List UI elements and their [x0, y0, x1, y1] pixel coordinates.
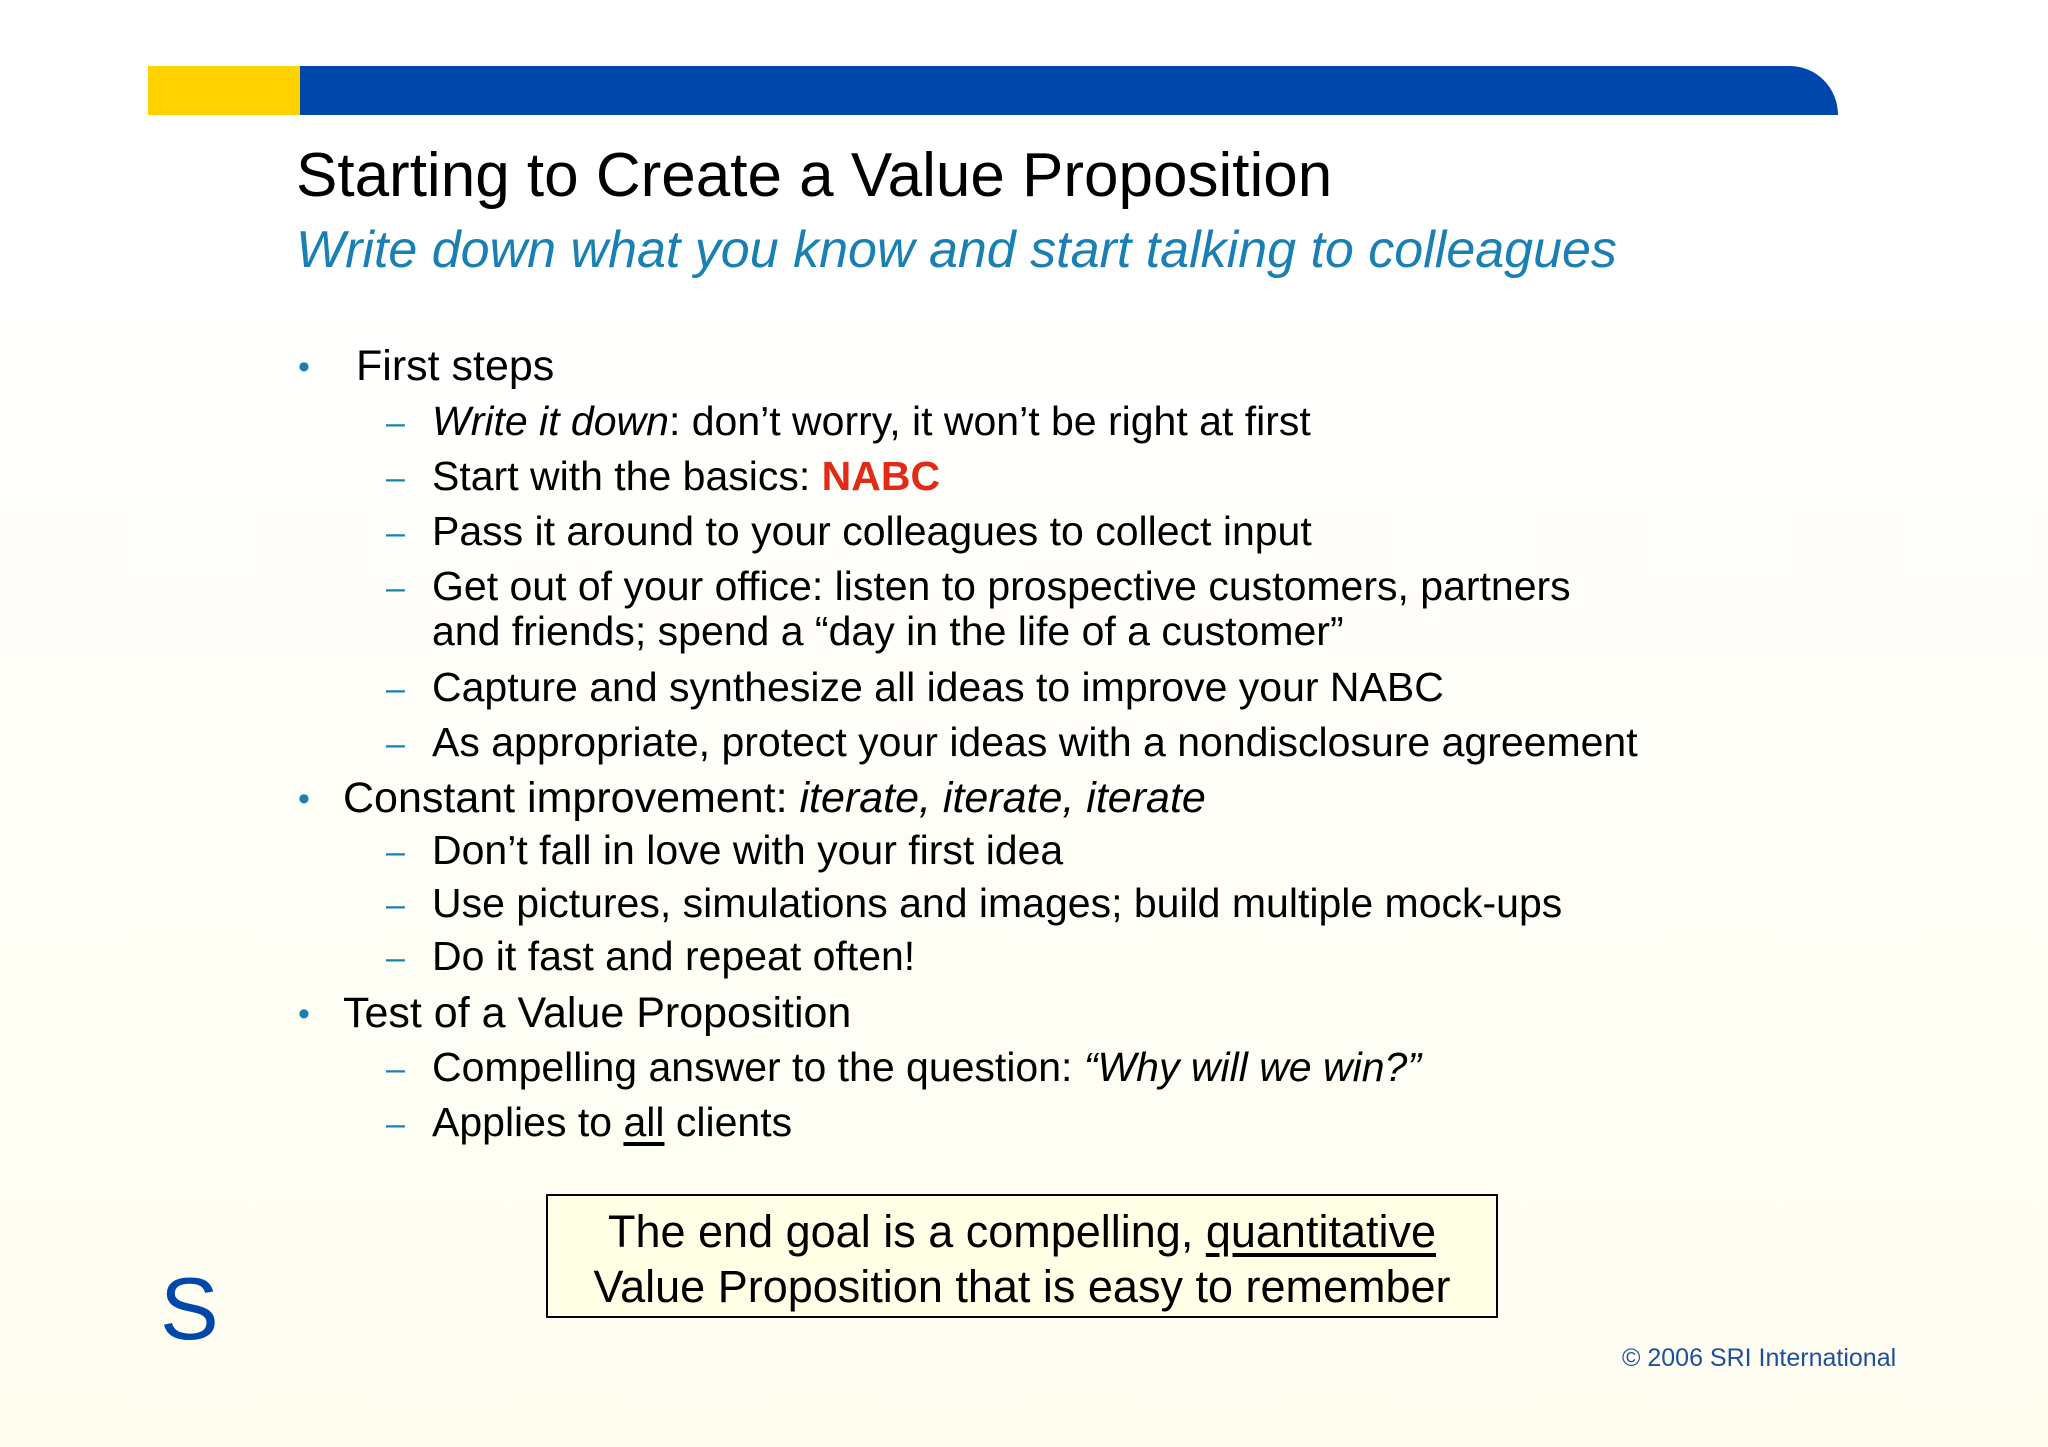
goal-line-1: [548, 1204, 1496, 1259]
dash-icon: –: [386, 1050, 405, 1088]
sub-item-emphasis: “Why will we win?”: [1083, 1044, 1421, 1090]
bullet-first-steps: First steps: [356, 342, 555, 390]
sub-item-text: clients: [664, 1099, 793, 1145]
nabc-highlight: NABC: [821, 453, 941, 499]
bullet-icon: •: [298, 348, 310, 386]
bullet-icon: •: [298, 780, 310, 818]
bullet-text: Constant improvement:: [343, 774, 800, 822]
sub-item-text: : don’t worry, it won’t be right at first: [668, 398, 1311, 444]
sub-item-use-pictures: Use pictures, simulations and images; build multiple mock-ups: [432, 880, 1563, 926]
goal-callout-box: [546, 1194, 1498, 1318]
sub-item-dont-fall: Don’t fall in love with your first idea: [432, 827, 1064, 873]
dash-icon: –: [386, 670, 405, 708]
sri-logo-icon: S: [160, 1259, 219, 1358]
goal-text: The end goal is a compelling,: [607, 1206, 1206, 1257]
sub-item-text: Applies to: [432, 1099, 624, 1145]
sub-item-compelling-answer: [432, 1044, 1421, 1091]
slide-title: Starting to Create a Value Proposition: [296, 141, 1333, 210]
sub-item-basics: [432, 453, 940, 500]
sub-item-pass-around: Pass it around to your colleagues to collect input: [432, 508, 1312, 554]
goal-line-2: Value Proposition that is easy to remember: [593, 1261, 1451, 1312]
dash-icon: –: [386, 725, 405, 763]
dash-icon: –: [386, 404, 405, 442]
sub-item-get-out-line2: and friends; spend a “day in the life of a customer”: [432, 608, 1344, 654]
bullet-icon: •: [298, 995, 310, 1033]
sub-item-get-out-line1: Get out of your office: listen to prospective customers, partners: [432, 563, 1571, 609]
sub-item-applies: [432, 1099, 792, 1146]
dash-icon: –: [386, 514, 405, 552]
bullet-emphasis: iterate, iterate, iterate: [799, 774, 1206, 822]
sub-item-text: Compelling answer to the question:: [432, 1044, 1084, 1090]
dash-icon: –: [386, 569, 405, 607]
dash-icon: –: [386, 939, 405, 977]
goal-underline: quantitative: [1205, 1206, 1437, 1257]
bullet-test: Test of a Value Proposition: [343, 989, 852, 1037]
sub-item-capture: Capture and synthesize all ideas to improve your NABC: [432, 664, 1444, 710]
dash-icon: –: [386, 459, 405, 497]
dash-icon: –: [386, 833, 405, 871]
sub-item-underline: all: [623, 1099, 665, 1145]
sub-item-emphasis: Write it down: [432, 398, 669, 444]
bullet-constant-improvement: [343, 774, 1206, 823]
dash-icon: –: [386, 1105, 405, 1143]
sub-item-text: Start with the basics:: [432, 453, 822, 499]
sub-item-do-it-fast: Do it fast and repeat often!: [432, 933, 916, 979]
dash-icon: –: [386, 886, 405, 924]
copyright-notice: © 2006 SRI International: [1622, 1344, 1897, 1372]
sub-item-write-it-down: [432, 398, 1311, 445]
sub-item-protect: As appropriate, protect your ideas with a nondisclosure agreement: [432, 719, 1638, 765]
slide-subtitle: Write down what you know and start talking to colleagues: [296, 221, 1617, 279]
